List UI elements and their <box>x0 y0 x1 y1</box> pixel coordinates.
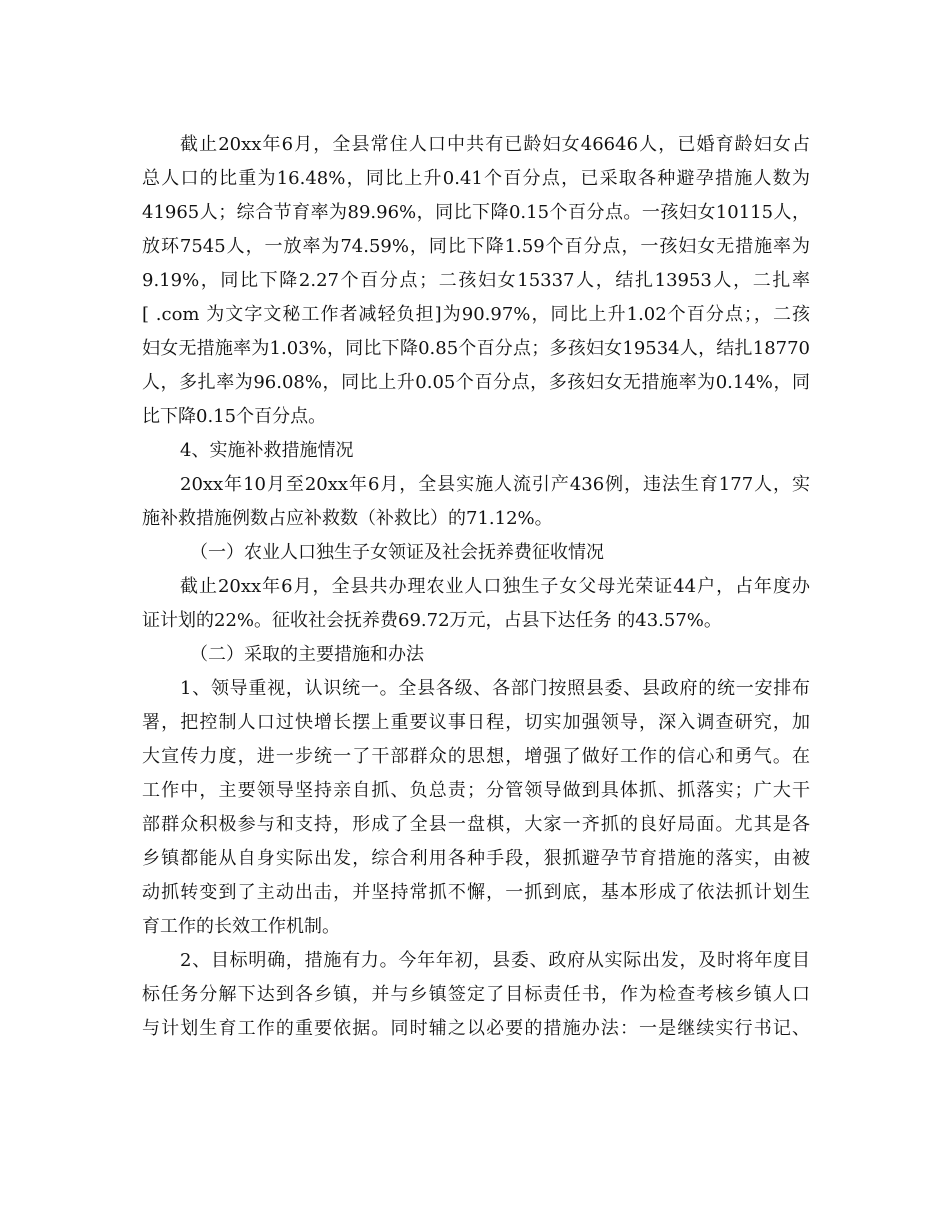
text-line: 9.19%，同比下降2.27个百分点；二孩妇女15337人，结扎13953人，二扎率 <box>142 270 810 291</box>
text-line: 人，多扎率为96.08%，同比上升0.05个百分点，多孩妇女无措施率为0.14%，同 <box>142 372 811 393</box>
text-line: 乡镇都能从自身实际出发，综合利用各种手段，狠抓避孕节育措施的落实，由被 <box>142 848 810 869</box>
text-line: 育工作的长效工作机制。 <box>142 916 340 937</box>
text-line: 截止20xx年6月，全县共办理农业人口独生子女父母光荣证44户，占年度办 <box>180 576 810 597</box>
paragraph-statistics <box>142 128 810 434</box>
text-line: 20xx年10月至20xx年6月，全县实施人流引产436例，违法生育177人，实 <box>180 474 810 495</box>
paragraph-remedial <box>142 468 810 536</box>
section-heading: 4、实施补救措施情况 <box>180 440 354 461</box>
text-line: 部群众积极参与和支持，形成了全县一盘棋，大家一齐抓的良好局面。尤其是各 <box>142 814 810 835</box>
text-line: 妇女无措施率为1.03%，同比下降0.85个百分点；多孩妇女19534人，结扎18770 <box>142 338 810 359</box>
paragraph-certificates <box>142 570 810 638</box>
text-line: 1、领导重视，认识统一。全县各级、各部门按照县委、县政府的统一安排布 <box>180 678 810 699</box>
text-line: 截止20xx年6月，全县常住人口中共有已龄妇女46646人，已婚育龄妇女占 <box>180 134 810 155</box>
text-line: 署，把控制人口过快增长摆上重要议事日程，切实加强领导，深入调查研究，加 <box>142 712 810 733</box>
text-line: 动抓转变到了主动出击，并坚持常抓不懈，一抓到底，基本形成了依法抓计划生 <box>142 882 810 903</box>
text-line: 工作中，主要领导坚持亲自抓、负总责；分管领导做到具体抓、抓落实；广大干 <box>142 780 810 801</box>
text-line: 总人口的比重为16.48%，同比上升0.41个百分点，已采取各种避孕措施人数为 <box>142 168 810 189</box>
section-heading: （一）农业人口独生子女领证及社会抚养费征收情况 <box>190 542 604 563</box>
document-body <box>142 128 810 1046</box>
text-line: 比下降0.15个百分点。 <box>142 406 327 427</box>
text-line: 证计划的22%。征收社会抚养费69.72万元，占县下达任务 的43.57%。 <box>142 610 722 631</box>
section-heading: （二）采取的主要措施和办法 <box>190 644 424 665</box>
paragraph-targets <box>142 944 810 1046</box>
text-line: 标任务分解下达到各乡镇，并与乡镇签定了目标责任书，作为检查考核乡镇人口 <box>142 984 810 1005</box>
paragraph-leadership <box>142 672 810 944</box>
text-line: 2、目标明确，措施有力。今年年初，县委、政府从实际出发，及时将年度目 <box>180 950 810 971</box>
text-line: 大宣传力度，进一步统一了干部群众的思想，增强了做好工作的信心和勇气。在 <box>142 746 810 767</box>
text-line: [ .com 为文字文秘工作者减轻负担]为90.97%，同比上升1.02个百分点；，二孩 <box>142 304 810 325</box>
text-line: 与计划生育工作的重要依据。同时辅之以必要的措施办法：一是继续实行书记、 <box>142 1018 810 1039</box>
text-line: 放环7545人，一放率为74.59%，同比下降1.59个百分点，一孩妇女无措施率为 <box>142 236 810 257</box>
text-line: 施补救措施例数占应补救数（补救比）的71.12%。 <box>142 508 553 529</box>
text-line: 41965人；综合节育率为89.96%，同比下降0.15个百分点。一孩妇女10115人， <box>142 202 810 223</box>
